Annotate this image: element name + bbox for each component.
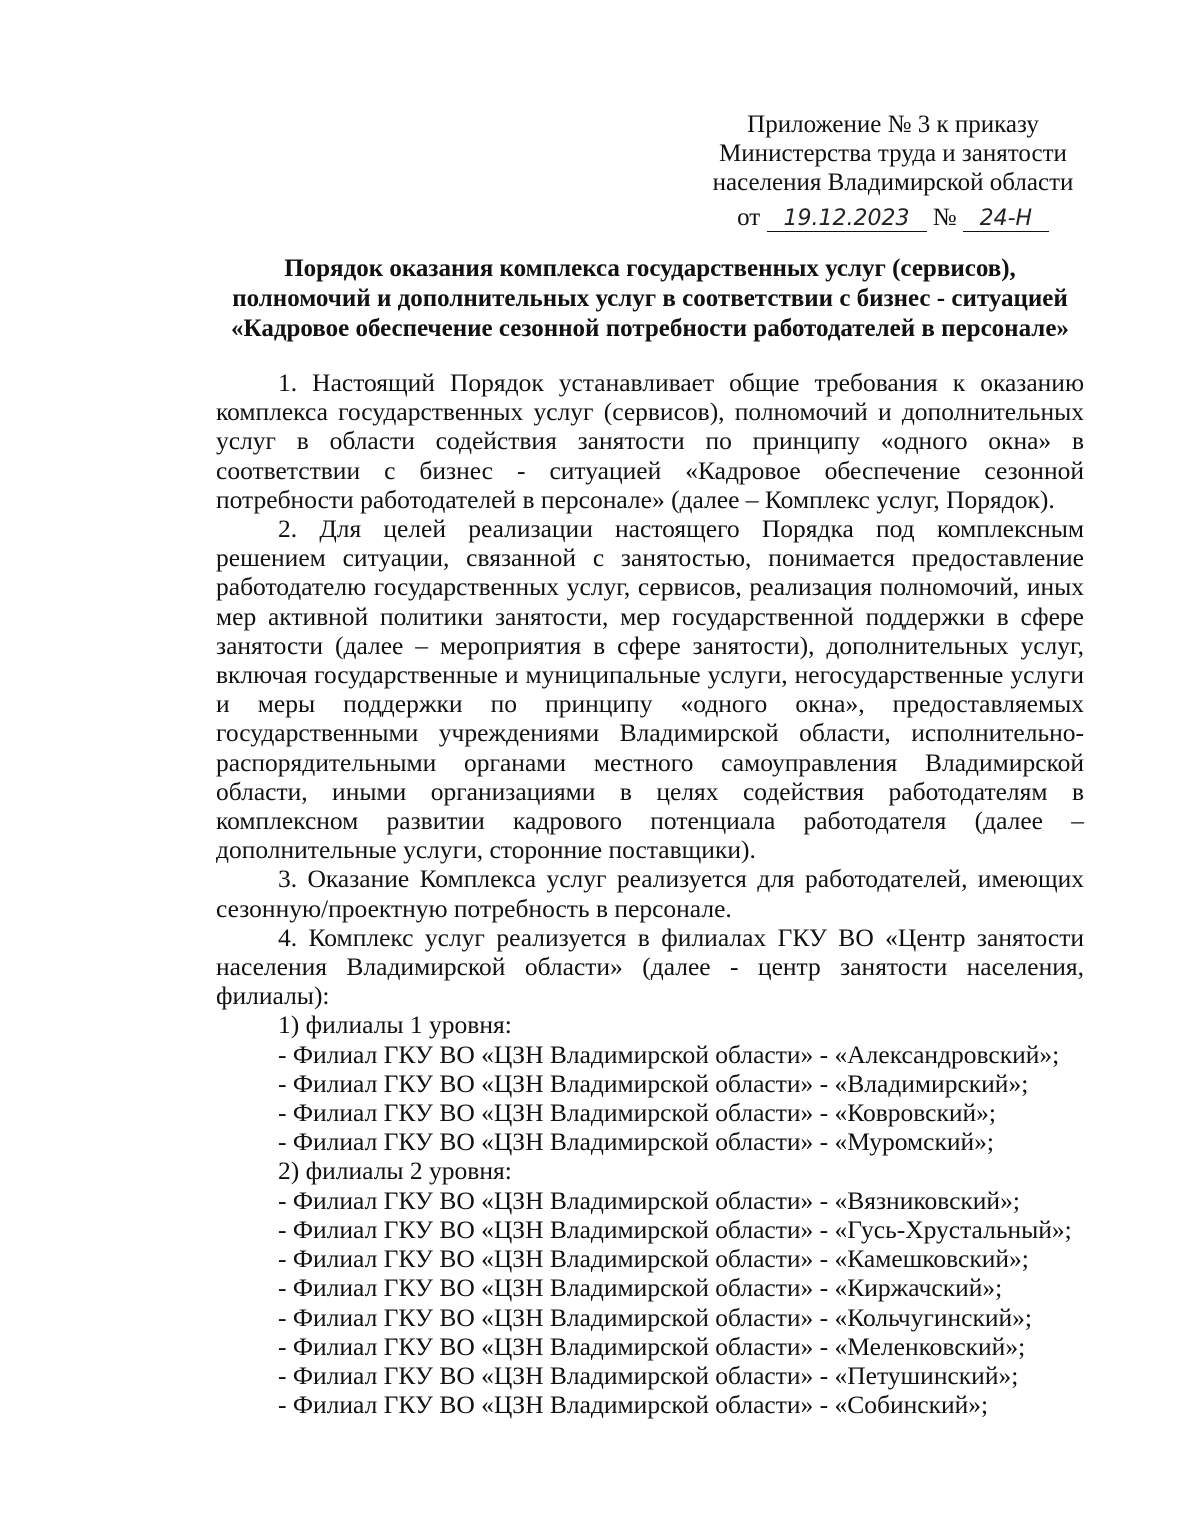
document-body [216,368,1084,1419]
list-item: - Филиал ГКУ ВО «ЦЗН Владимирской области» - «Петушинский»; [278,1360,1019,1390]
list-item: - Филиал ГКУ ВО «ЦЗН Владимирской области» - «Камешковский»; [278,1244,1029,1274]
paragraph-1: 1. Настоящий Порядок устанавливает общие требования к оказанию комплекса государственных услуг (сервисов), полномочий и дополнительных услуг в области содействия занятости по принципу «одного окна» в соответствии с бизнес - ситуацией «Кадровое обеспечение сезонной потребности работодателей в персонале» (далее – Комплекс услуг, Порядок). [216,368,1084,514]
list-item: - Филиал ГКУ ВО «ЦЗН Владимирской области» - «Кольчугинский»; [278,1302,1032,1332]
appendix-line-2: Министерства труда и занятости [719,140,1067,167]
appendix-line-1: Приложение № 3 к приказу [747,111,1039,138]
handwritten-number: 24-H [963,207,1049,232]
paragraph-3: 3. Оказание Комплекса услуг реализуется для работодателей, имеющих сезонную/проектную потребность в персонале. [216,864,1084,923]
from-label: от [737,204,761,231]
list-item: - Филиал ГКУ ВО «ЦЗН Владимирской области» - «Киржачский»; [278,1273,1003,1303]
list-item: - Филиал ГКУ ВО «ЦЗН Владимирской области» - «Ковровский»; [278,1098,996,1128]
list-item: - Филиал ГКУ ВО «ЦЗН Владимирской области» - «Вязниковский»; [278,1185,1020,1215]
title-line-3: «Кадровое обеспечение сезонной потребности работодателей в персонале» [231,315,1069,342]
handwritten-date: 19.12.2023 [767,207,927,232]
number-label: № [932,204,957,231]
order-date-number-line [693,203,1093,232]
list-item: - Филиал ГКУ ВО «ЦЗН Владимирской области» - «Гусь-Хрустальный»; [278,1214,1072,1244]
document-title [200,254,1100,344]
title-line-1: Порядок оказания комплекса государственных услуг (сервисов), [284,255,1016,282]
list-item: - Филиал ГКУ ВО «ЦЗН Владимирской области» - «Собинский»; [278,1390,989,1420]
level-1-heading: 1) филиалы 1 уровня: [278,1010,512,1040]
list-item: - Филиал ГКУ ВО «ЦЗН Владимирской области» - «Владимирский»; [278,1068,1029,1098]
level-2-heading: 2) филиалы 2 уровня: [278,1156,512,1186]
title-line-2: полномочий и дополнительных услуг в соответствии с бизнес - ситуацией [232,285,1068,312]
paragraph-2: 2. Для целей реализации настоящего Порядка под комплексным решением ситуации, связанной с занятостью, понимается предоставление работодателю государственных услуг, сервисов, реализация полномочий, иных мер активной политики занятости, мер государственной поддержки в сфере занятости (далее – мероприятия в сфере занятости), дополнительных услуг, включая государственные и муниципальные услуги, негосударственные услуги и меры поддержки по принципу «одного окна», предоставляемых государственными учреждениями Владимирской области, исполнительно-распорядительными органами местного самоуправления Владимирской области, иными организациями в целях содействия работодателям в комплексном развитии кадрового потенциала работодателя (далее – дополнительные услуги, сторонние поставщики). [216,514,1084,865]
appendix-line-3: населения Владимирской области [712,169,1074,196]
appendix-header [693,110,1093,232]
list-item: - Филиал ГКУ ВО «ЦЗН Владимирской области» - «Меленковский»; [278,1331,1026,1361]
list-item: - Филиал ГКУ ВО «ЦЗН Владимирской области» - «Александровский»; [278,1039,1060,1069]
paragraph-4: 4. Комплекс услуг реализуется в филиалах ГКУ ВО «Центр занятости населения Владимирской области» (далее - центр занятости населения, филиалы): [216,922,1084,1011]
list-item: - Филиал ГКУ ВО «ЦЗН Владимирской области» - «Муромский»; [278,1127,995,1157]
